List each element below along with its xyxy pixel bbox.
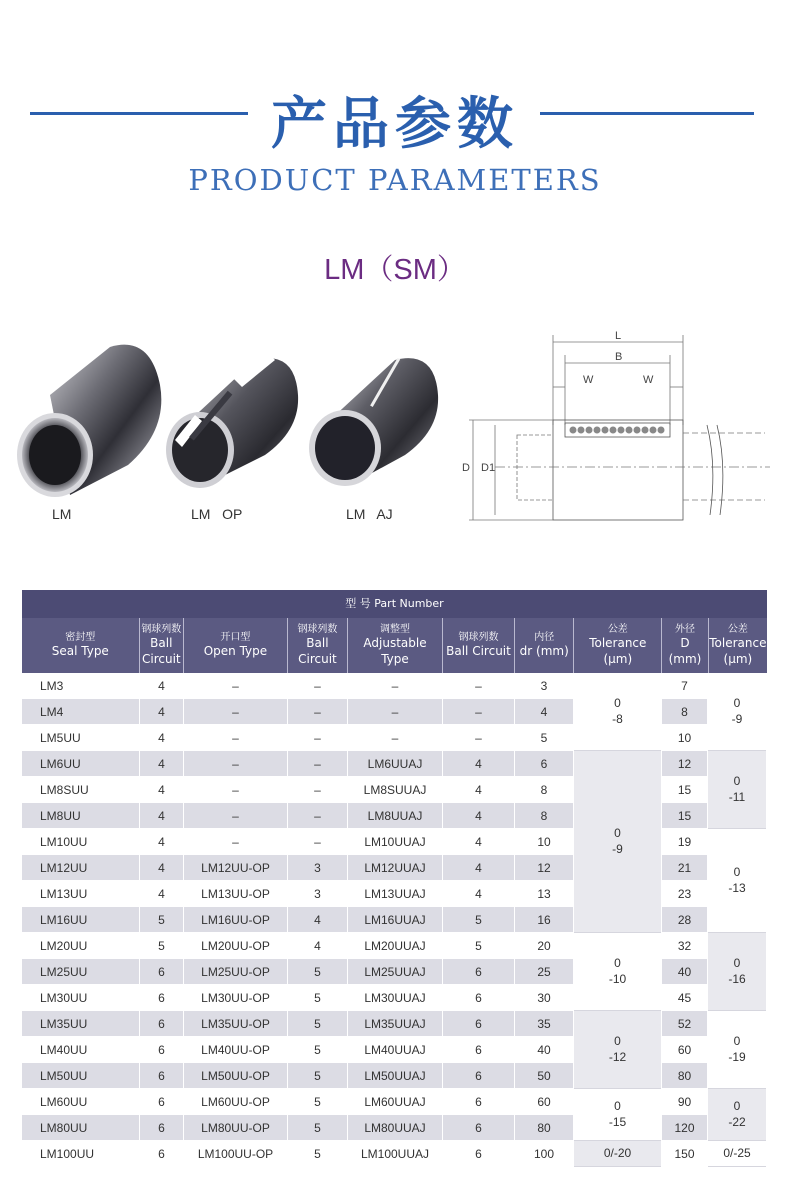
column-header-en: Tolerance (μm) xyxy=(709,636,767,666)
table-cell: 8 xyxy=(515,803,574,829)
column-header xyxy=(443,618,515,673)
table-cell: 21 xyxy=(662,855,708,881)
inner-tolerance-cell-upper: 0 xyxy=(614,825,621,840)
table-cell: LM13UU-OP xyxy=(184,881,288,907)
inner-tolerance-cell xyxy=(574,933,661,1011)
table-cell: LM60UUAJ xyxy=(348,1089,443,1115)
outer-tolerance-cell xyxy=(708,1011,766,1089)
table-cell: 4 xyxy=(443,881,515,907)
table-cell: 6 xyxy=(140,1141,184,1167)
inner-tolerance-cell-lower: -9 xyxy=(612,841,623,856)
table-body xyxy=(22,673,767,1167)
outer-tolerance-cell xyxy=(708,829,766,933)
table-cell: – xyxy=(348,673,443,699)
parameters-table xyxy=(22,590,767,1167)
column-header-en: Seal Type xyxy=(51,644,109,659)
table-cell: 5 xyxy=(288,1141,348,1167)
table-cell: 3 xyxy=(515,673,574,699)
outer-tolerance-cell-upper: 0/-25 xyxy=(723,1145,751,1160)
table-cell: 60 xyxy=(515,1089,574,1115)
table-cell: 6 xyxy=(140,1037,184,1063)
outer-tolerance-cell-lower: -9 xyxy=(731,711,743,726)
product-lm-aj-label: LM AJ xyxy=(346,506,393,522)
table-cell: 4 xyxy=(515,699,574,725)
table-cell: – xyxy=(288,751,348,777)
table-cell: LM8SUU xyxy=(22,777,140,803)
table-cell: LM3 xyxy=(22,673,140,699)
outer-tolerance-cell xyxy=(708,1089,766,1141)
table-cell: 4 xyxy=(140,881,184,907)
dim-w2-label: W xyxy=(643,374,654,386)
product-lm-op-image xyxy=(160,345,310,495)
table-cell: 5 xyxy=(515,725,574,751)
table-cell: – xyxy=(288,829,348,855)
table-cell: 5 xyxy=(140,933,184,959)
table-cell: – xyxy=(288,673,348,699)
series-title: LM（SM） xyxy=(324,254,466,286)
column-header-cn: 公差 xyxy=(727,624,748,636)
table-cell: LM35UU xyxy=(22,1011,140,1037)
dimension-diagram xyxy=(455,325,775,525)
table-cell: LM12UUAJ xyxy=(348,855,443,881)
table-cell: 19 xyxy=(662,829,708,855)
table-cell: 4 xyxy=(443,777,515,803)
column-header-cn: 钢球列数 xyxy=(297,624,338,636)
outer-tolerance-cell-lower: -19 xyxy=(728,1049,746,1064)
outer-tolerance-cell-upper: 0 xyxy=(733,1033,741,1048)
table-cell: – xyxy=(443,725,515,751)
table-cell: 40 xyxy=(662,959,708,985)
outer-tolerance-cell xyxy=(708,933,766,1011)
table-cell: 16 xyxy=(515,907,574,933)
column-header xyxy=(184,618,288,673)
table-cell: LM20UU-OP xyxy=(184,933,288,959)
table-cell: LM20UU xyxy=(22,933,140,959)
table-cell: 23 xyxy=(662,881,708,907)
dim-l-label: L xyxy=(615,330,622,342)
table-cell: LM100UUAJ xyxy=(348,1141,443,1167)
table-cell: 4 xyxy=(288,907,348,933)
table-cell: – xyxy=(443,699,515,725)
table-cell: 6 xyxy=(443,1037,515,1063)
table-cell: LM8UUAJ xyxy=(348,803,443,829)
table-cell: LM10UU xyxy=(22,829,140,855)
table-cell: 45 xyxy=(662,985,708,1011)
table-cell: – xyxy=(443,673,515,699)
outer-tolerance-cell-lower: -16 xyxy=(728,971,746,986)
table-cell: 5 xyxy=(443,907,515,933)
product-lm-aj-image xyxy=(300,350,450,495)
inner-tolerance-cell-lower: -15 xyxy=(608,1114,627,1129)
table-cell: LM60UU xyxy=(22,1089,140,1115)
table-cell: 5 xyxy=(140,907,184,933)
outer-tolerance-cell-upper: 0 xyxy=(733,1098,741,1113)
inner-tolerance-cell-upper: 0 xyxy=(614,955,621,970)
outer-tolerance-cell-upper: 0 xyxy=(733,695,741,710)
outer-tolerance-cell-lower: -22 xyxy=(728,1114,746,1129)
outer-tolerance-cell xyxy=(708,673,766,751)
table-cell: 6 xyxy=(443,1089,515,1115)
table-cell: 4 xyxy=(140,829,184,855)
table-cell: 100 xyxy=(515,1141,574,1167)
table-cell: LM16UU-OP xyxy=(184,907,288,933)
inner-tolerance-cell xyxy=(574,751,661,933)
table-cell: 4 xyxy=(140,855,184,881)
table-cell: 6 xyxy=(443,959,515,985)
table-cell: 4 xyxy=(140,803,184,829)
table-cell: 6 xyxy=(140,1089,184,1115)
table-cell: LM4 xyxy=(22,699,140,725)
table-cell: LM6UU xyxy=(22,751,140,777)
outer-tolerance-cell-upper: 0 xyxy=(733,864,741,879)
table-cell: 5 xyxy=(288,1011,348,1037)
table-cell: – xyxy=(184,777,288,803)
column-header-cn: 内径 xyxy=(534,632,555,644)
table-cell: 5 xyxy=(288,1037,348,1063)
table-cell: LM30UU xyxy=(22,985,140,1011)
column-header xyxy=(574,618,662,673)
table-cell: 60 xyxy=(662,1037,708,1063)
table-cell: 35 xyxy=(515,1011,574,1037)
table-cell: 4 xyxy=(140,699,184,725)
table-cell: 120 xyxy=(662,1115,708,1141)
inner-tolerance-cell-upper: 0 xyxy=(614,1033,621,1048)
column-header-en: dr (mm) xyxy=(519,644,569,659)
product-lm-label: LM xyxy=(52,506,72,522)
outer-tolerance-cell-lower: -13 xyxy=(728,880,746,895)
table-cell: LM35UUAJ xyxy=(348,1011,443,1037)
dim-d-label: D xyxy=(462,462,470,474)
table-cell: – xyxy=(288,699,348,725)
table-cell: 150 xyxy=(662,1141,708,1167)
table-cell: 4 xyxy=(140,777,184,803)
table-cell: 5 xyxy=(443,933,515,959)
table-cell: 12 xyxy=(662,751,708,777)
table-caption: 型 号 Part Number xyxy=(22,590,767,618)
table-cell: – xyxy=(348,699,443,725)
table-cell: 6 xyxy=(140,985,184,1011)
table-cell: 4 xyxy=(140,673,184,699)
inner-tolerance-cell-upper: 0 xyxy=(614,695,621,710)
table-cell: – xyxy=(184,829,288,855)
column-header-cn: 钢球列数 xyxy=(458,632,499,644)
table-cell: – xyxy=(184,803,288,829)
page-title: 产品参数 xyxy=(271,92,519,157)
table-cell: 5 xyxy=(288,1063,348,1089)
dim-w1-label: W xyxy=(583,374,594,386)
table-cell: LM25UU-OP xyxy=(184,959,288,985)
column-header-cn: 外径 xyxy=(675,624,695,636)
outer-tolerance-cell-lower: -11 xyxy=(728,789,746,804)
column-header-cn: 公差 xyxy=(607,624,628,636)
table-cell: 5 xyxy=(288,985,348,1011)
inner-tolerance-cell-upper: 0 xyxy=(614,1098,621,1113)
outer-tolerance-cell xyxy=(708,1141,766,1167)
inner-tolerance-cell-lower: -8 xyxy=(612,711,623,726)
inner-tolerance-cell-lower: -10 xyxy=(608,971,627,986)
table-cell: 40 xyxy=(515,1037,574,1063)
table-cell: 4 xyxy=(140,725,184,751)
table-cell: LM12UU-OP xyxy=(184,855,288,881)
table-cell: 25 xyxy=(515,959,574,985)
table-cell: LM40UU xyxy=(22,1037,140,1063)
column-header-en: Tolerance (μm) xyxy=(589,636,647,666)
table-cell: 4 xyxy=(443,855,515,881)
column-header-cn: 钢球列数 xyxy=(141,624,182,636)
column-header-en: Ball Circuit xyxy=(142,636,181,666)
table-cell: 13 xyxy=(515,881,574,907)
product-lm-op-label: LM OP xyxy=(191,506,243,522)
column-header-en: Adjustable Type xyxy=(363,636,427,666)
table-cell: 6 xyxy=(443,985,515,1011)
table-cell: 28 xyxy=(662,907,708,933)
column-header xyxy=(22,618,140,673)
table-cell: 6 xyxy=(443,1141,515,1167)
table-cell: LM80UU-OP xyxy=(184,1115,288,1141)
table-cell: 6 xyxy=(443,1115,515,1141)
table-cell: 5 xyxy=(288,1115,348,1141)
table-cell: 4 xyxy=(140,751,184,777)
table-cell: 8 xyxy=(515,777,574,803)
column-header xyxy=(515,618,574,673)
table-cell: LM12UU xyxy=(22,855,140,881)
table-cell: LM40UU-OP xyxy=(184,1037,288,1063)
table-cell: LM35UU-OP xyxy=(184,1011,288,1037)
table-cell: LM25UUAJ xyxy=(348,959,443,985)
table-cell: 3 xyxy=(288,881,348,907)
product-lm-image xyxy=(10,335,170,500)
inner-tolerance-cell xyxy=(574,1141,661,1167)
table-cell: LM8SUUAJ xyxy=(348,777,443,803)
column-header xyxy=(348,618,443,673)
table-cell: 6 xyxy=(140,959,184,985)
table-cell: 32 xyxy=(662,933,708,959)
table-cell: LM6UUAJ xyxy=(348,751,443,777)
table-cell: LM100UU-OP xyxy=(184,1141,288,1167)
inner-tolerance-cell xyxy=(574,1089,661,1141)
table-cell: 5 xyxy=(288,1089,348,1115)
table-cell: LM16UU xyxy=(22,907,140,933)
table-cell: 4 xyxy=(443,829,515,855)
table-cell: 50 xyxy=(515,1063,574,1089)
table-cell: LM30UU-OP xyxy=(184,985,288,1011)
table-cell: 4 xyxy=(288,933,348,959)
table-cell: – xyxy=(184,751,288,777)
column-header-cn: 密封型 xyxy=(65,632,96,644)
table-cell: LM50UUAJ xyxy=(348,1063,443,1089)
table-cell: 6 xyxy=(140,1063,184,1089)
table-cell: 6 xyxy=(515,751,574,777)
table-cell: 10 xyxy=(662,725,708,751)
table-cell: 10 xyxy=(515,829,574,855)
dim-b-label: B xyxy=(615,351,623,363)
table-cell: LM16UUAJ xyxy=(348,907,443,933)
inner-tolerance-cell-upper: 0/-20 xyxy=(603,1145,632,1160)
page-subtitle: PRODUCT PARAMETERS xyxy=(188,163,602,197)
table-cell: LM80UUAJ xyxy=(348,1115,443,1141)
table-header xyxy=(22,618,767,673)
table-cell: 15 xyxy=(662,777,708,803)
table-cell: – xyxy=(288,803,348,829)
table-cell: LM30UUAJ xyxy=(348,985,443,1011)
table-cell: 3 xyxy=(288,855,348,881)
table-cell: 5 xyxy=(288,959,348,985)
table-cell: LM80UU xyxy=(22,1115,140,1141)
column-header-cn: 调整型 xyxy=(380,624,410,636)
table-cell: LM10UUAJ xyxy=(348,829,443,855)
table-cell: 6 xyxy=(140,1011,184,1037)
column-header-en: Ball Circuit xyxy=(298,636,337,666)
table-cell: 6 xyxy=(443,1063,515,1089)
table-cell: LM5UU xyxy=(22,725,140,751)
table-cell: LM50UU-OP xyxy=(184,1063,288,1089)
column-header-en: Open Type xyxy=(203,644,268,659)
outer-tolerance-cell-upper: 0 xyxy=(733,955,741,970)
table-cell: – xyxy=(184,673,288,699)
column-header-cn: 开口型 xyxy=(220,632,251,644)
table-cell: LM20UUAJ xyxy=(348,933,443,959)
inner-tolerance-cell xyxy=(574,1011,661,1089)
table-cell: 12 xyxy=(515,855,574,881)
column-header-en: Ball Circuit xyxy=(446,644,511,659)
table-cell: – xyxy=(288,725,348,751)
table-cell: 80 xyxy=(515,1115,574,1141)
table-cell: 6 xyxy=(443,1011,515,1037)
column-header xyxy=(288,618,348,673)
table-cell: – xyxy=(184,725,288,751)
table-cell: 7 xyxy=(662,673,708,699)
table-cell: 20 xyxy=(515,933,574,959)
outer-tolerance-cell xyxy=(708,751,766,829)
table-cell: 4 xyxy=(443,803,515,829)
table-cell: 8 xyxy=(662,699,708,725)
inner-tolerance-cell-lower: -12 xyxy=(608,1049,627,1064)
table-cell: 52 xyxy=(662,1011,708,1037)
table-cell: LM100UU xyxy=(22,1141,140,1167)
table-cell: 15 xyxy=(662,803,708,829)
table-cell: LM13UU xyxy=(22,881,140,907)
inner-tolerance-cell xyxy=(574,673,661,751)
table-cell: 80 xyxy=(662,1063,708,1089)
table-cell: – xyxy=(348,725,443,751)
table-cell: LM25UU xyxy=(22,959,140,985)
column-header xyxy=(709,618,767,673)
table-cell: LM13UUAJ xyxy=(348,881,443,907)
table-cell: LM50UU xyxy=(22,1063,140,1089)
table-cell: 90 xyxy=(662,1089,708,1115)
outer-tolerance-cell-upper: 0 xyxy=(733,773,741,788)
table-cell: 30 xyxy=(515,985,574,1011)
table-cell: LM40UUAJ xyxy=(348,1037,443,1063)
column-header-en: D (mm) xyxy=(668,636,702,666)
table-cell: 6 xyxy=(140,1115,184,1141)
table-cell: LM60UU-OP xyxy=(184,1089,288,1115)
column-header xyxy=(662,618,708,673)
table-cell: 4 xyxy=(443,751,515,777)
table-cell: – xyxy=(184,699,288,725)
dim-d1-label: D1 xyxy=(481,462,496,474)
table-cell: LM8UU xyxy=(22,803,140,829)
column-header xyxy=(140,618,184,673)
table-cell: – xyxy=(288,777,348,803)
